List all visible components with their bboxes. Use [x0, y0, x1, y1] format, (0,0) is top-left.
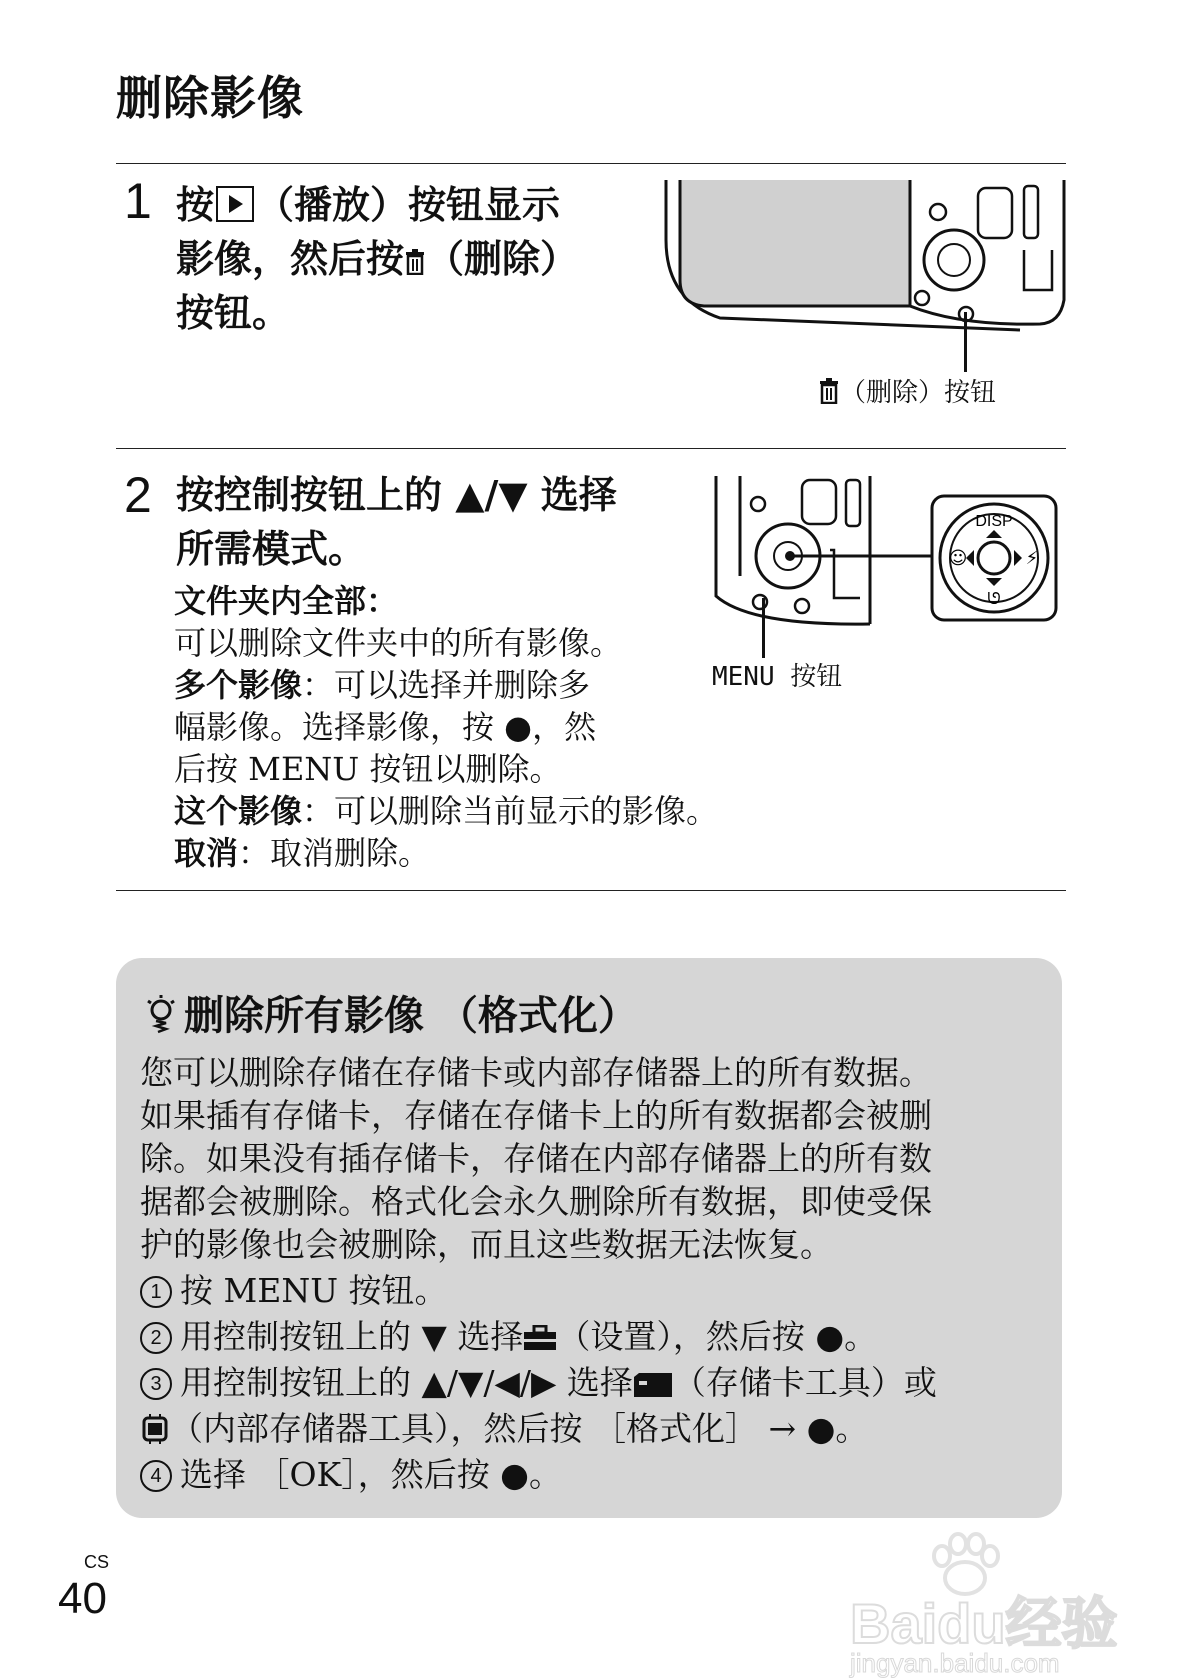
step-number-circle: 4 [140, 1460, 172, 1492]
tip-body-line: 如果插有存储卡，存储在存储卡上的所有数据都会被删 [140, 1096, 932, 1135]
tip-step-text: 用控制按钮上的 ▼ 选择 [180, 1317, 524, 1356]
tip-step-text: （设置），然后按 ●。 [557, 1317, 878, 1356]
self-timer-icon: ᘎ [987, 589, 1001, 608]
option-desc: 可以删除文件夹中的所有影像。 [174, 624, 623, 662]
step-number-circle: 3 [140, 1368, 172, 1400]
option-desc: 后按 MENU 按钮以删除。 [174, 750, 562, 788]
option-term: 文件夹内全部： [174, 582, 399, 620]
smile-icon: ☺ [948, 548, 968, 569]
tip-step-text: 用控制按钮上的 ▲/▼/◀/▶ 选择 [180, 1363, 633, 1402]
tip-title-text: 删除所有影像 （格式化） [184, 993, 638, 1039]
divider [116, 890, 1066, 891]
option-desc: ：可以选择并删除多 [302, 666, 591, 704]
step-2-line2: 所需模式。 [176, 527, 367, 571]
step-1-line2-post: （删除） [426, 237, 579, 281]
tip-body-line: 据都会被删除。格式化会永久删除所有数据，即使受保 [140, 1182, 932, 1221]
tip-step-3 [140, 1360, 1040, 1406]
tip-title [144, 984, 638, 1041]
menu-button-callout: MENU 按钮 [712, 662, 843, 692]
flash-icon: ⚡ [1025, 548, 1039, 569]
step-2-number: 2 [124, 467, 152, 523]
trash-icon [404, 249, 426, 275]
tip-step-3-cont [140, 1406, 1040, 1452]
tip-body-line: 护的影像也会被删除，而且这些数据无法恢复。 [140, 1225, 833, 1264]
control-button-illustration [710, 476, 1080, 636]
trash-icon [818, 378, 840, 404]
step-1-number: 1 [124, 173, 152, 229]
tip-step-4 [140, 1452, 1040, 1498]
delete-button-callout-label: （删除）按钮 [840, 378, 997, 408]
page-number: 40 [58, 1574, 107, 1623]
tip-steps [140, 1268, 1040, 1498]
page-title: 删除影像 [116, 71, 304, 125]
memory-card-icon [633, 1373, 673, 1397]
option-desc: 幅影像。选择影像，按 ●，然 [174, 708, 597, 746]
option-desc: ：取消删除。 [238, 834, 431, 872]
divider [116, 448, 1066, 449]
step-1-line1 [176, 178, 646, 232]
tip-body [140, 1051, 1040, 1266]
delete-button-callout [818, 372, 996, 409]
option-term: 这个影像 [174, 792, 303, 830]
camera-back-illustration [660, 180, 1080, 370]
step-2-line1: 按控制按钮上的 ▲/▼ 选择 [176, 473, 617, 517]
step-1-line1-pre: 按 [176, 183, 215, 227]
toolbox-icon [523, 1325, 557, 1351]
step-1-line1-post: （播放）按钮显示 [256, 183, 561, 227]
step-1-line2-pre: 影像，然后按 [176, 237, 405, 281]
tip-body-line: 除。如果没有插存储卡，存储在内部存储器上的所有数 [140, 1139, 932, 1178]
callout-line [762, 598, 765, 658]
step-1-line3: 按钮。 [176, 291, 291, 335]
tip-step-text: 按 MENU 按钮。 [180, 1271, 448, 1310]
divider [116, 163, 1066, 164]
dial-disp-label: DISP [975, 513, 1013, 530]
option-term: 多个影像 [174, 666, 303, 704]
section-code: CS [84, 1552, 110, 1572]
internal-memory-icon [140, 1414, 170, 1444]
tip-step-text: 选择 ［OK］，然后按 ●。 [180, 1455, 562, 1494]
step-2-text [176, 468, 696, 576]
step-number-circle: 2 [140, 1322, 172, 1354]
watermark-url: jingyan.baidu.com [850, 1648, 1060, 1678]
step-1-text [176, 178, 646, 340]
callout-line [964, 312, 967, 372]
tip-body-line: 您可以删除存储在存储卡或内部存储器上的所有数据。 [140, 1053, 932, 1092]
lightbulb-icon [144, 993, 178, 1035]
option-this-image [174, 790, 814, 832]
tip-step-1 [140, 1268, 1040, 1314]
tip-step-text: （存储卡工具）或 [672, 1363, 937, 1402]
option-term: 取消 [174, 834, 239, 872]
option-cancel [174, 832, 814, 874]
tip-step-2 [140, 1314, 1040, 1360]
step-number-circle: 1 [140, 1276, 172, 1308]
play-button-icon [216, 186, 254, 222]
step-1-line2 [176, 232, 646, 286]
watermark-brand: Baidu经验 [850, 1592, 1118, 1655]
option-desc: ：可以删除当前显示的影像。 [302, 792, 719, 830]
tip-step-text: （内部存储器工具），然后按 ［格式化］ → ●。 [170, 1409, 869, 1448]
